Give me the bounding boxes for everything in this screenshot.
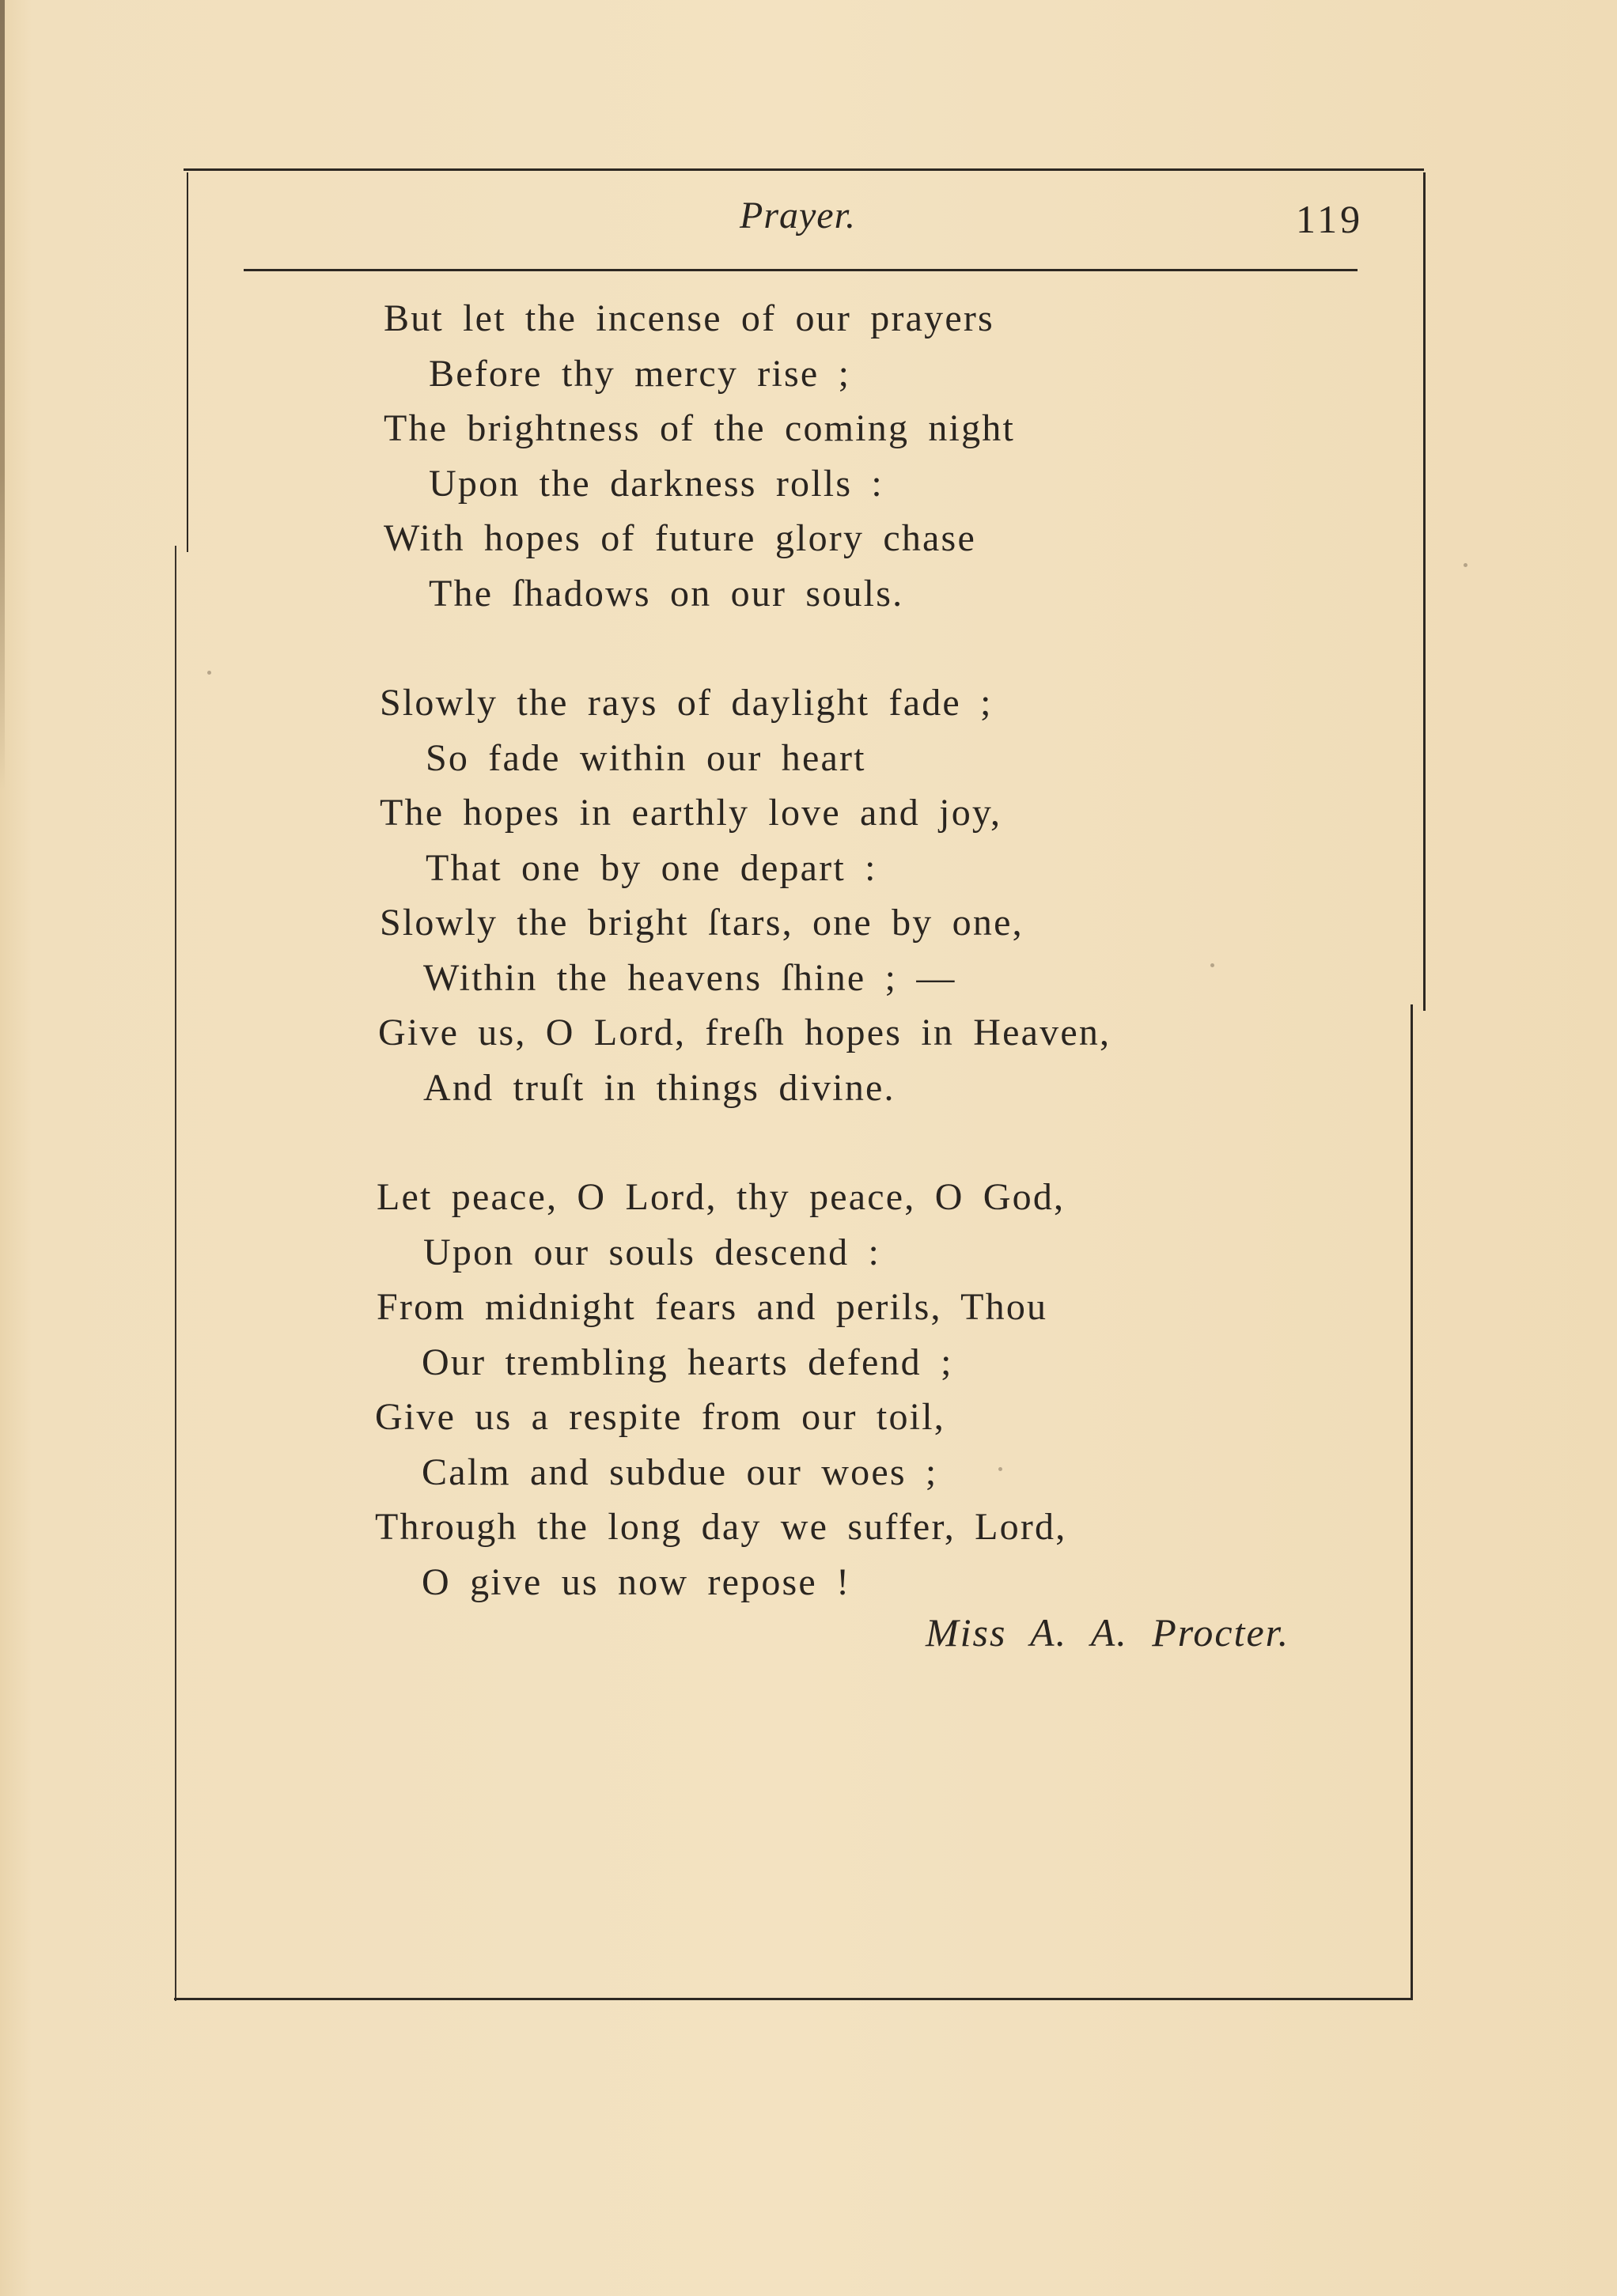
page-number: 119 xyxy=(1296,197,1364,241)
header-rule xyxy=(244,269,1358,271)
poem-line: That one by one depart : xyxy=(426,847,877,889)
poem-line: The brightness of the coming night xyxy=(384,407,1016,449)
poem-line: Upon the darkness rolls : xyxy=(429,463,884,505)
binding-edge xyxy=(0,0,5,791)
paper-speck xyxy=(207,671,211,675)
frame-right-rule-lower xyxy=(1411,1004,1413,1999)
poem-line: Give us, O Lord, freſh hopes in Heaven, xyxy=(378,1012,1111,1053)
poem-line: With hopes of future glory chase xyxy=(384,517,976,559)
frame-left-rule-lower xyxy=(175,546,176,2001)
poem-line: Slowly the bright ſtars, one by one, xyxy=(380,902,1024,944)
running-title: Prayer. xyxy=(740,195,856,236)
poem-line: Upon our souls descend : xyxy=(423,1231,881,1273)
frame-right-rule xyxy=(1423,172,1426,1011)
poem-line: The hopes in earthly love and joy, xyxy=(380,792,1002,834)
poem-line: Calm and subdue our woes ; xyxy=(422,1451,938,1493)
poem-line: Within the heavens ſhine ; — xyxy=(423,957,956,999)
poem-line: Our trembling hearts defend ; xyxy=(422,1341,953,1383)
poem-line: But let the incense of our prayers xyxy=(384,297,994,339)
poem-line: Give us a respite from our toil, xyxy=(375,1396,945,1438)
poem-line: Through the long day we suffer, Lord, xyxy=(375,1506,1067,1548)
paper-speck xyxy=(1464,563,1467,567)
paper-speck xyxy=(998,1467,1002,1471)
poem-line: From midnight fears and perils, Thou xyxy=(377,1286,1048,1328)
poem-line: The ſhadows on our souls. xyxy=(429,573,904,615)
poem-line: And truſt in things divine. xyxy=(423,1067,896,1109)
poem-line: Before thy mercy rise ; xyxy=(429,353,851,395)
frame-left-rule xyxy=(187,172,188,552)
attribution: Miss A. A. Procter. xyxy=(926,1610,1290,1655)
poem-line: Let peace, O Lord, thy peace, O God, xyxy=(377,1176,1066,1218)
frame-top-rule xyxy=(184,168,1424,171)
poem-line: O give us now repose ! xyxy=(422,1561,851,1603)
poem-line: Slowly the rays of daylight fade ; xyxy=(380,682,993,724)
paper-speck xyxy=(1210,963,1214,967)
frame-bottom-rule xyxy=(174,1998,1413,2000)
poem-line: So fade within our heart xyxy=(426,737,866,779)
